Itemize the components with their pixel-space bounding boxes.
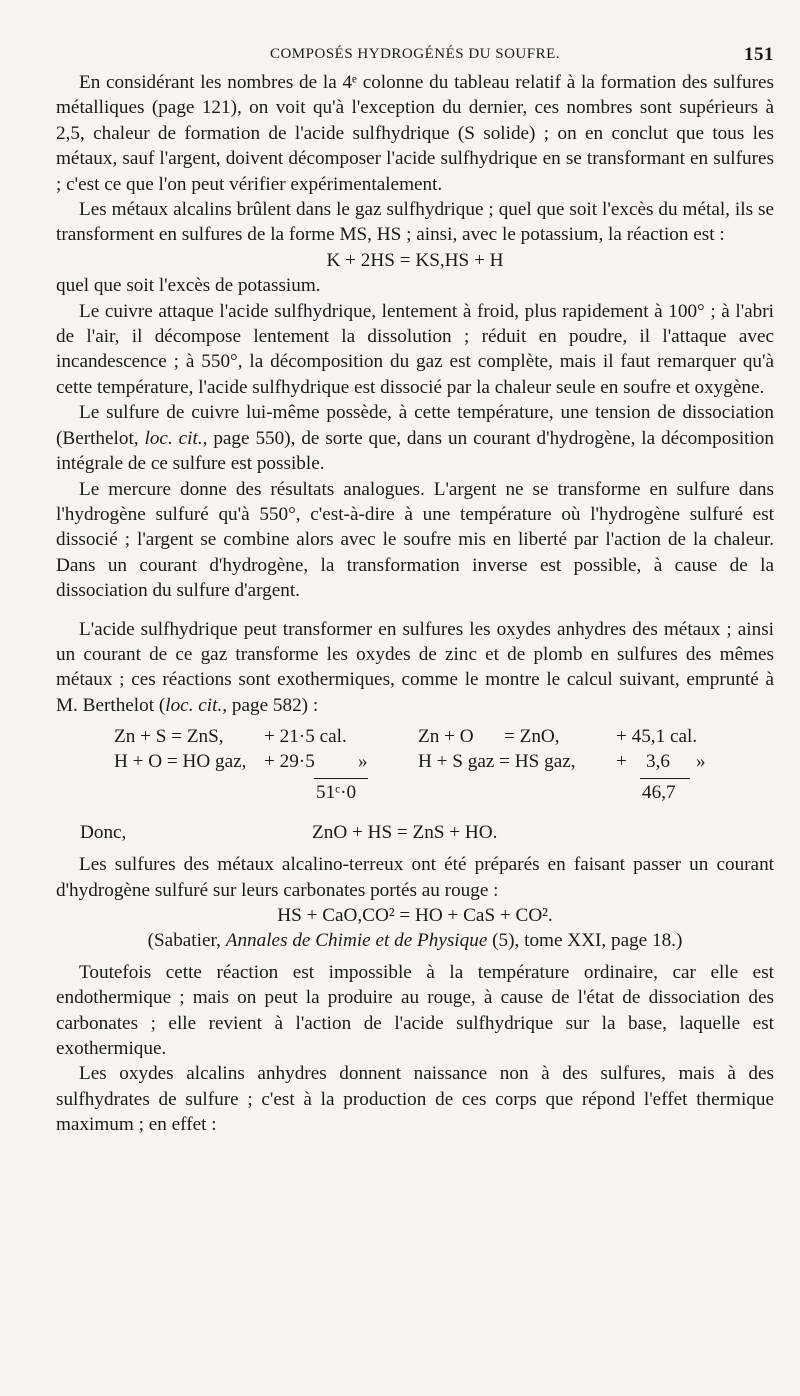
paragraph-5: Le sulfure de cuivre lui-même possède, à cette température, une tension de dissociation (Berthelot, loc. cit., page 550), de sorte que, dans un courant d'hydrogène, la décomposition intégrale de ce sulfure est possible. — [56, 402, 774, 475]
sum-rule-1 — [314, 778, 368, 779]
calc-row2-ditto2: » — [696, 751, 706, 773]
page — [56, 44, 774, 1138]
paragraph-10: Les oxydes alcalins anhydres donnent naissance non à des sulfures, mais à des sulfhydrates de sulfure ; c'est à la production de ces corps que répond l'effet thermique maximum ; en effet : — [56, 1063, 774, 1136]
donc-label: Donc, — [80, 822, 127, 844]
calc-row1-reaction2: Zn + O — [418, 726, 474, 748]
paragraph-4: Le cuivre attaque l'acide sulfhydrique, lentement à froid, plus rapidement à 100° ; à l'abri de l'air, il décompose lentement la dissolution ; réduit en poudre, il l'attaque avec incandescence ; à 550°, la décomposition du gaz est complète, mais il faut remarquer qu'à cette température, l'acide sulfhydrique est dissocié par la chaleur seule en soufre et oxygène. — [56, 300, 774, 398]
paragraph-7: L'acide sulfhydrique peut transformer en sulfures les oxydes anhydres des métaux ; ainsi un courant de ce gaz transforme les oxydes de zinc et de plomb en sulfures des mêmes métaux ; ces réactions sont exothermiques, comme le montre le calcul suivant, emprunté à M. Berthelot (loc. cit., page 582) : — [56, 618, 774, 716]
equation-carbonate: HS + CaO,CO² = HO + CaS + CO². — [277, 904, 553, 926]
running-header — [56, 44, 774, 70]
calc-row1-heat2: + 45,1 cal. — [616, 726, 698, 748]
thermochemical-calculation — [56, 718, 774, 822]
calc-row2-ditto: » — [358, 751, 368, 773]
citation-sabatier: (Sabatier, Annales de Chimie et de Physique (5), tome XXI, page 18.) — [147, 930, 683, 952]
page-number: 151 — [744, 44, 774, 65]
paragraph-9: Toutefois cette réaction est impossible à la température ordinaire, car elle est endothermique ; mais on peut la produire au rouge, à cause de l'état de dissociation des carbonates ; elle revient à l'action de l'acide sulfhydrique sur la base, laquelle est exothermique. — [56, 961, 774, 1059]
donc-equation: ZnO + HS = ZnS + HO. — [312, 822, 498, 844]
paragraph-8: Les sulfures des métaux alcalino-terreux ont été préparés en faisant passer un courant d'hydrogène sulfuré sur leurs carbonates portés au rouge : — [56, 854, 774, 901]
equation-potassium: K + 2HS = KS,HS + H — [326, 249, 504, 271]
calc-row2-reaction2: H + S gaz = HS gaz, — [418, 751, 576, 773]
calc-total-1: 51ᶜ·0 — [316, 782, 357, 804]
calc-row1-heat: + 21·5 cal. — [264, 726, 347, 748]
running-title: COMPOSÉS HYDROGÉNÉS DU SOUFRE. — [269, 46, 561, 62]
conclusion-line — [56, 822, 774, 852]
calc-row2-plus: + — [616, 751, 627, 773]
calc-row1-product2: = ZnO, — [504, 726, 560, 748]
paragraph-6: Le mercure donne des résultats analogues. L'argent ne se transforme en sulfure dans l'hydrogène sulfuré qu'à 550°, c'est-à-dire à une température où l'hydrogène sulfuré est dissocié ; l'argent se combine alors avec le soufre mis en liberté par l'action de la chaleur. Dans un courant d'hydrogène, la transformation inverse est possible, à cause de la dissociation du sulfure d'argent. — [56, 478, 774, 602]
calc-total-2: 46,7 — [642, 782, 676, 804]
calc-row2-heat2: 3,6 — [646, 751, 670, 773]
paragraph-2: Les métaux alcalins brûlent dans le gaz sulfhydrique ; quel que soit l'excès du métal, ils se transforment en sulfures de la forme MS, HS ; ainsi, avec le potassium, la réaction est : — [56, 199, 774, 246]
calc-row2-heat: + 29·5 — [264, 751, 315, 773]
sum-rule-2 — [640, 778, 690, 779]
calc-row1-reaction: Zn + S = ZnS, — [114, 726, 224, 748]
paragraph-1: En considérant les nombres de la 4ᵉ colonne du tableau relatif à la formation des sulfures métalliques (page 121), on voit qu'à l'exception du dernier, ces nombres sont supérieurs à 2,5, chaleur de formation de l'acide sulfhydrique (S solide) ; on en conclut que tous les métaux, sauf l'argent, doivent décomposer l'acide sulfhydrique en se transformant en sulfures ; c'est ce que l'on peut vérifier expérimentalement. — [56, 72, 774, 195]
calc-row2-reaction: H + O = HO gaz, — [114, 751, 247, 773]
paragraph-3: quel que soit l'excès de potassium. — [56, 275, 321, 297]
